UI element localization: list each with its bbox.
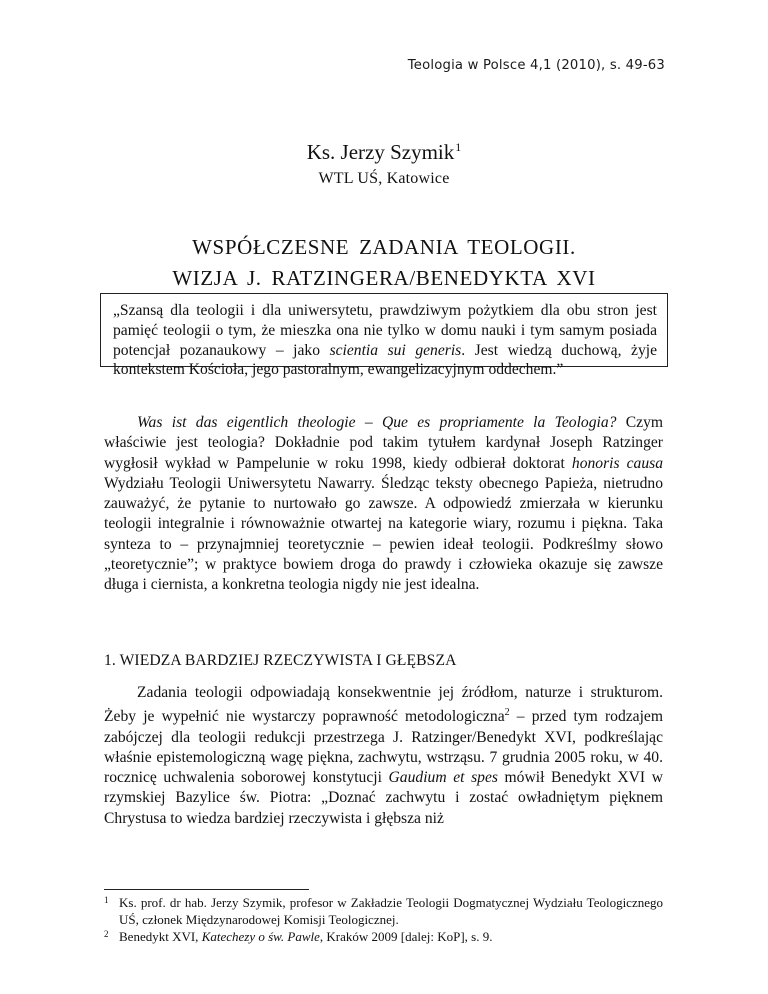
- footnote-text-1: Benedykt XVI,: [119, 928, 202, 944]
- footnote-number: 2: [104, 928, 109, 939]
- author-name: [0, 140, 768, 165]
- motto-italic: scientia sui generis: [329, 341, 462, 359]
- section-heading: 1. WIEDZA BARDZIEJ RZECZYWISTA I GŁĘBSZA: [104, 652, 457, 669]
- motto-text-2: . Jest wiedzą duchową, żyje kontekstem Kościoła, jego pastoralnym, ewangelizacyjnym oddechem.”: [113, 341, 658, 379]
- section-italic: Gaudium et spes: [388, 769, 498, 787]
- title-line-2: WIZJA J. RATZINGERA/BENEDYKTA XVI: [172, 266, 596, 290]
- author-affiliation: WTL UŚ, Katowice: [318, 170, 450, 187]
- running-head: Teologia w Polsce 4,1 (2010), s. 49-63: [407, 58, 665, 73]
- intro-text-2: Wydziału Teologii Uniwersytetu Nawarry. Śledząc teksty obecnego Papieża, nietrudno zauważyć, że pytanie to nurtowało go zawsze. A odpowiedź zmierzała w kierunku teologii integralnie i równoważnie otwartej na kategorie wiary, rozumu i piękna. Taka synteza to – przynajmniej teoretycznie – pewien ideał teologii. Podkreślmy słowo „teoretycznie”; w praktyce bowiem droga do prawdy i człowieka okazuje się zawsze długa i ciernista, a konkretna teologia nigdy nie jest idealna.: [104, 474, 663, 594]
- footnote-1: [104, 895, 663, 929]
- author-name-text: Ks. Jerzy Szymik: [306, 140, 455, 164]
- section-paragraph: [104, 683, 663, 829]
- section-text-1: Zadania teologii odpowiadają konsekwentnie jej źródłom, naturze i strukturom. Żeby je wypełnić nie wystarczy poprawność metodologiczna: [104, 684, 663, 726]
- intro-lead-italic: Was ist das eigentlich theologie – Que es propriamente la Teologia?: [137, 414, 617, 431]
- footnote-text: Ks. prof. dr hab. Jerzy Szymik, profesor w Zakładzie Teologii Dogmatycznej Wydziału Teologicznego UŚ, członek Międzynarodowej Komisji Teologicznej.: [119, 895, 663, 927]
- section-text-3: mówił Benedykt XVI w rzymskiej Bazylice św. Piotra: „Doznać zachwytu i zostać owładniętym pięknem Chrystusa to wiedza bardziej rzeczywista i głębsza niż: [104, 769, 663, 827]
- footnote-2: [104, 929, 663, 946]
- footnote-divider: [104, 889, 309, 890]
- footnotes: [104, 895, 663, 945]
- motto-text-1: „Szansą dla teologii i dla uniwersytetu, prawdziwym pożytkiem dla obu stron jest pamięć teologii o tym, że mieszka ona nie tylko w domu nauki i tym samym posiada potencjał pozanaukowy – jako: [113, 302, 657, 359]
- footnote-ref-1: 1: [455, 140, 462, 154]
- footnote-number: 1: [104, 895, 109, 905]
- motto-box: [100, 293, 668, 379]
- footnote-ref-2: 2: [504, 707, 510, 719]
- article-title: [0, 232, 768, 294]
- intro-text-1: Czym właściwie jest teologia? Dokładnie pod takim tytułem kardynał Joseph Ratzinger wygłosił wykład w Pampelunie w roku 1998, kiedy odbierał doktorat: [104, 414, 663, 472]
- intro-italic-2: honoris causa: [571, 454, 664, 472]
- section-text-2: – przed tym rodzajem zabójczej dla teologii redukcji przestrzega J. Ratzinger/Benedykt XVI, podkreślając właśnie epistemologiczną wagę piękna, zachwytu, wstrząsu. 7 grudnia 2005 roku, w 40. rocznicę uchwalenia soborowej konstytucji: [104, 708, 663, 787]
- title-line-1: WSPÓŁCZESNE ZADANIA TEOLOGII.: [192, 235, 576, 259]
- footnote-text-2: , Kraków 2009 [dalej: KoP], s. 9.: [319, 928, 493, 944]
- intro-paragraph: [104, 413, 663, 596]
- footnote-italic: Katechezy o św. Pawle: [201, 928, 320, 944]
